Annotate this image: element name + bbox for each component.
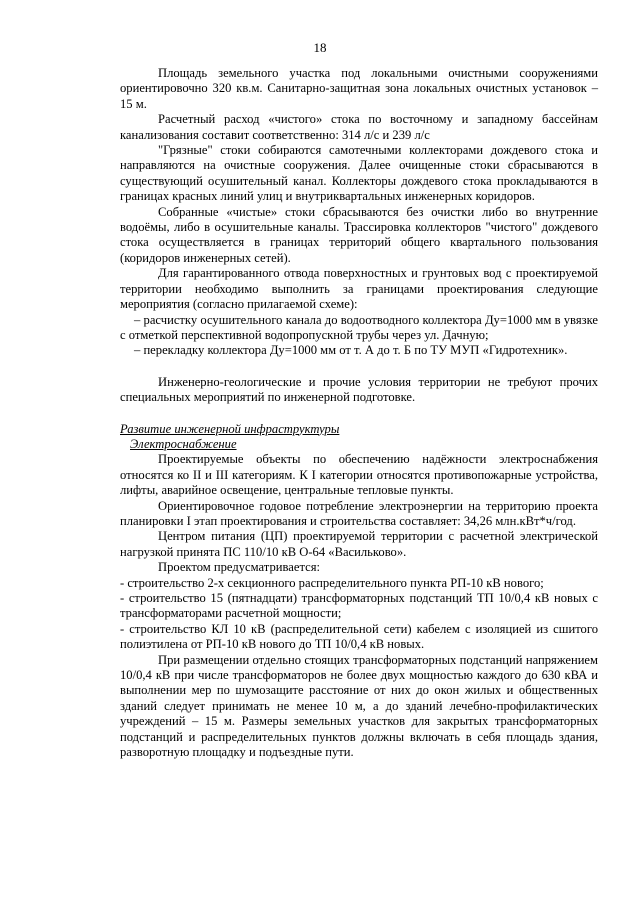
paragraph-drainage-measures: Для гарантированного отвода поверхностных и грунтовых вод с проектируемой территории необходимо выполнить за границами проектирования следующие мероприятия (согласно прилагаемой схеме):: [120, 266, 598, 312]
list-item-distribution-point: - строительство 2-х секционного распределительного пункта РП-10 кВ нового;: [120, 575, 544, 590]
paragraph-substation-placement: При размещении отдельно стоящих трансформаторных подстанций напряжением 10/0,4 кВ при числе трансформаторов не более двух мощностью каждого до 630 кВА и выполнении мер по шумозащите расстояние от них до окон жилых и общественных зданий следует принимать не менее 10 м, а до зданий лечебно-профилактических учреждений – 15 м. Размеры земельных участков для закрытых трансформаторных подстанций и распределительных пунктов должны включать в себя площадь здания, разворотную площадку и подъездные пути.: [120, 652, 598, 760]
blank-line: [120, 406, 598, 422]
paragraph-dirty-runoff: "Грязные" стоки собираются самотечными коллекторами дождевого стока и направляются на очистные сооружения. Далее очищенные стоки сбрасываются в существующий осушительный канал. Коллекторы дождевого стока прокладываются в границах красных линий улиц и внутриквартальных инженерных коридоров.: [120, 143, 598, 204]
list-item-cable-line: - строительство КЛ 10 кВ (распределительной сети) кабелем с изоляцией из сшитого полиэтилена от РП-10 кВ нового до ТП 10/0,4 кВ новых.: [120, 621, 598, 652]
list-item-collector-relaying: – перекладку коллектора Ду=1000 мм от т. А до т. Б по ТУ МУП «Гидротехник».: [134, 343, 568, 358]
list-item-transformer-substations: - строительство 15 (пятнадцати) трансформаторных подстанций ТП 10/0,4 кВ новых с трансформаторами расчетной мощности;: [120, 591, 598, 621]
paragraph-reliability-categories: Проектируемые объекты по обеспечению надёжности электроснабжения относятся ко II и III категориям. К I категории относятся противопожарные устройства, лифты, аварийное освещение, центральные тепловые пункты.: [120, 452, 598, 498]
paragraph-clean-flow-rate: Расчетный расход «чистого» стока по восточному и западному бассейнам канализования составит соответственно: 314 л/с и 239 л/с: [120, 112, 598, 142]
paragraph-power-center: Центром питания (ЦП) проектируемой территории с расчетной электрической нагрузкой принята ПС 110/10 кВ О-64 «Васильково».: [120, 529, 598, 559]
blank-line: [120, 359, 598, 375]
paragraph-land-area: Площадь земельного участка под локальными очистными сооружениями ориентировочно 320 кв.м. Санитарно-защитная зона локальных очистных установок – 15 м.: [120, 66, 598, 111]
list-item-canal-cleaning: – расчистку осушительного канала до водоотводного коллектора Ду=1000 мм в увязке с отметкой перспективной водопропускной трубы через ул. Дачную;: [120, 312, 598, 342]
document-body: [120, 66, 598, 760]
paragraph-geology: Инженерно-геологические и прочие условия территории не требуют прочих специальных мероприятий по инженерной подготовке.: [120, 374, 598, 405]
page-number: 18: [313, 40, 327, 55]
paragraph-annual-consumption: Ориентировочное годовое потребление электроэнергии на территорию проекта планировки I этап проектирования и строительства составляет: 34,26 млн.кВт*ч/год.: [120, 498, 598, 528]
paragraph-clean-runoff: Собранные «чистые» стоки сбрасываются без очистки либо во внутренние водоёмы, либо в осушительные каналы. Трассировка коллекторов "чистого" дождевого стока осуществляется в границах территорий общего квартального пользования (коридоров инженерных сетей).: [120, 204, 598, 265]
paragraph-project-provides: Проектом предусматривается:: [158, 560, 320, 575]
section-heading-infrastructure: Развитие инженерной инфраструктуры: [120, 421, 340, 436]
subsection-heading-power-supply: Электроснабжение: [130, 436, 237, 451]
